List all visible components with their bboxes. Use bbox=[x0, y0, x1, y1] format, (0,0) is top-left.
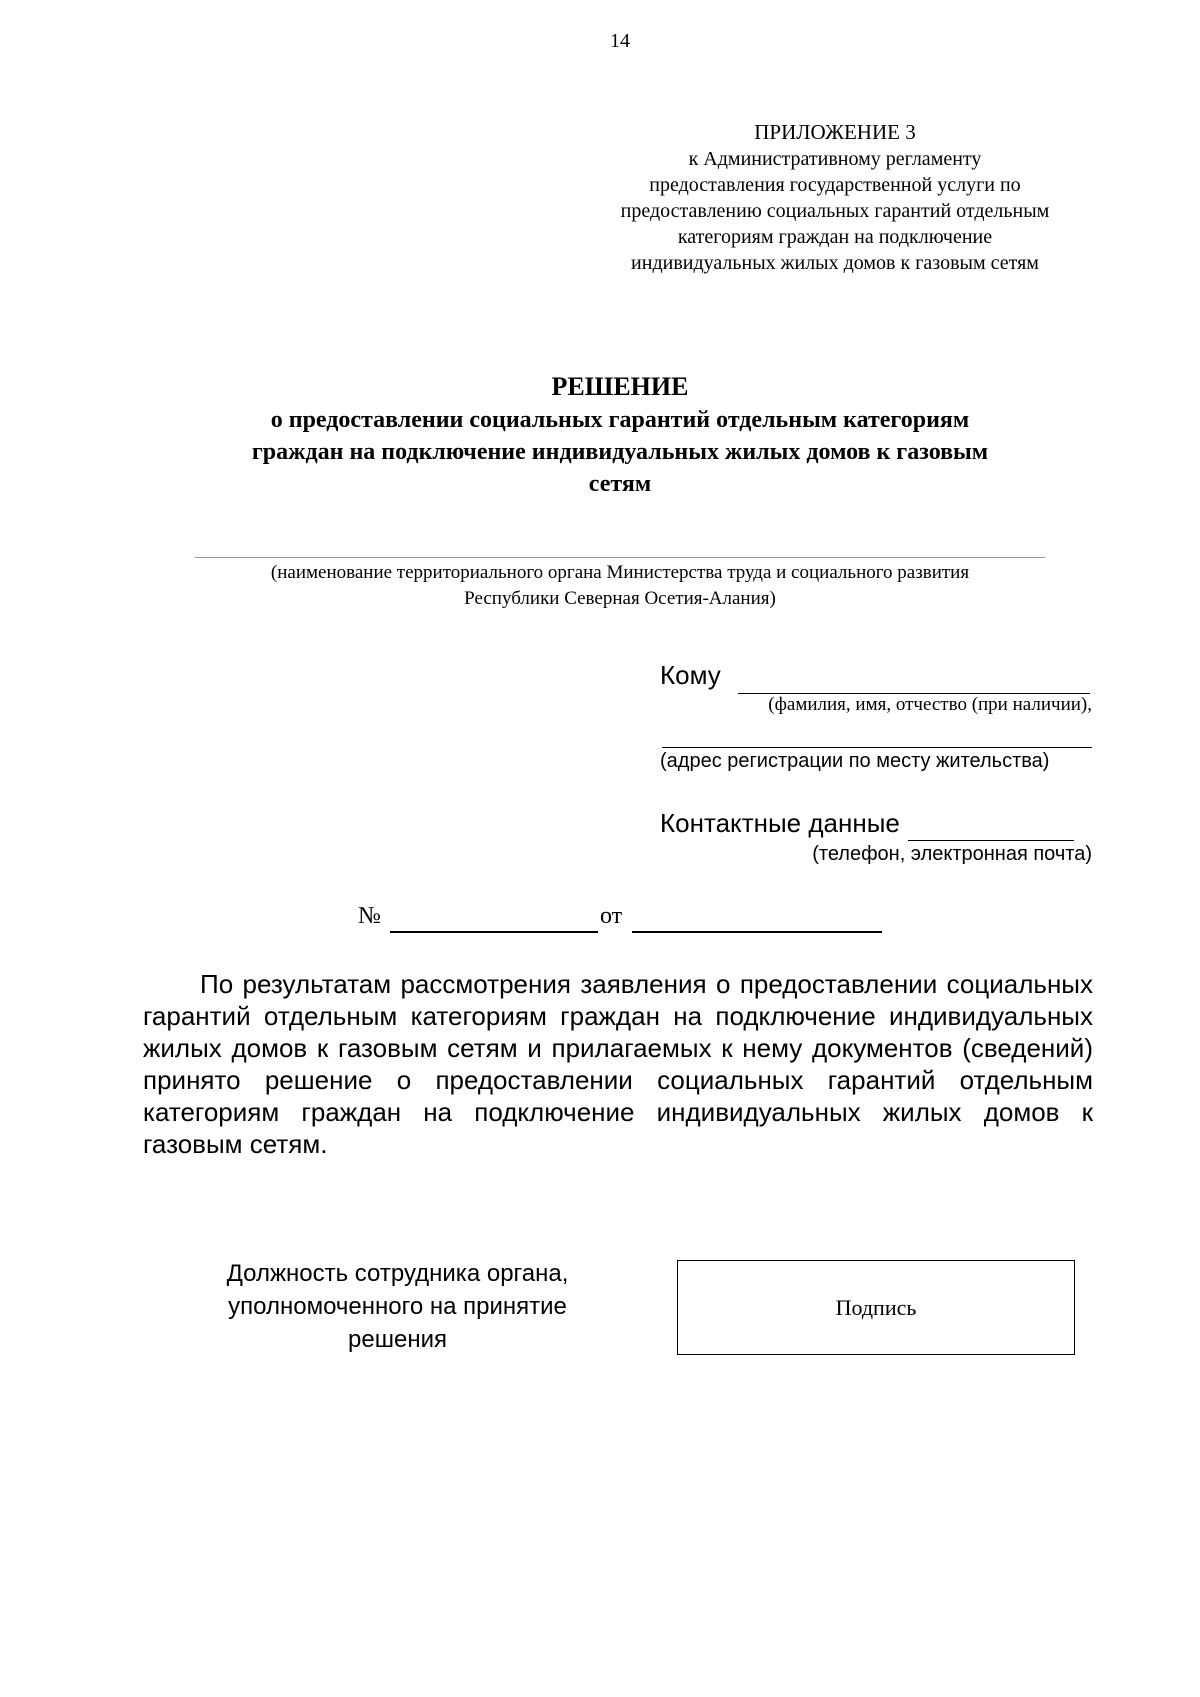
organization-caption-line: (наименование территориального органа Министерства труда и социального развития bbox=[270, 562, 970, 583]
appendix-line: предоставления государственной услуги по bbox=[649, 174, 1021, 196]
recipient-address-line bbox=[662, 747, 1092, 748]
appendix-title: ПРИЛОЖЕНИЕ 3 bbox=[754, 120, 916, 144]
official-position-line: уполномоченного на принятие bbox=[228, 1293, 567, 1320]
official-position-caption bbox=[200, 1257, 595, 1356]
recipient-label: Кому bbox=[660, 660, 721, 690]
document-subtitle-line: граждан на подключение индивидуальных жилых домов к газовым bbox=[251, 439, 989, 465]
document-title: РЕШЕНИЕ bbox=[551, 372, 689, 401]
page-number: 14 bbox=[610, 30, 630, 52]
contacts-caption: (телефон, электронная почта) bbox=[812, 843, 1092, 865]
document-title-block bbox=[150, 370, 1090, 500]
appendix-line: предоставлению социальных гарантий отдельным bbox=[620, 200, 1050, 222]
organization-name-line bbox=[195, 557, 1045, 558]
organization-caption-line: Республики Северная Осетия-Алания) bbox=[464, 588, 776, 609]
recipient-name-caption: (фамилия, имя, отчество (при наличии), bbox=[768, 694, 1092, 715]
official-position-line: Должность сотрудника органа, bbox=[226, 1260, 569, 1287]
decision-body-text: По результатам рассмотрения заявления о предоставлении социальных гарантий отдельным категориям граждан на подключение индивидуальных жилых домов к газовым сетям и прилагаемых к нему документов (сведений) принято решение о предоставлении социальных гарантий отдельным категориям граждан на подключение индивидуальных жилых домов к газовым сетям. bbox=[143, 969, 1093, 1159]
signature-box bbox=[677, 1260, 1075, 1355]
document-subtitle-line: сетям bbox=[588, 471, 652, 497]
signature-label: Подпись bbox=[835, 1294, 917, 1320]
official-position-line: решения bbox=[348, 1326, 447, 1353]
document-date-label: от bbox=[600, 903, 623, 929]
document-subtitle-line: о предоставлении социальных гарантий отдельным категориям bbox=[270, 407, 970, 433]
contacts-line bbox=[908, 840, 1074, 841]
appendix-header bbox=[590, 118, 1080, 276]
appendix-line: категориям граждан на подключение bbox=[677, 226, 993, 248]
appendix-line: индивидуальных жилых домов к газовым сетям bbox=[631, 252, 1039, 274]
organization-caption bbox=[150, 560, 1090, 612]
document-date-line bbox=[632, 931, 882, 933]
appendix-line: к Административному регламенту bbox=[688, 148, 982, 170]
document-number-line bbox=[390, 931, 598, 933]
document-number-label: № bbox=[358, 903, 381, 929]
recipient-address-caption: (адрес регистрации по месту жительства) bbox=[660, 750, 1050, 772]
contacts-label: Контактные данные bbox=[660, 808, 900, 838]
